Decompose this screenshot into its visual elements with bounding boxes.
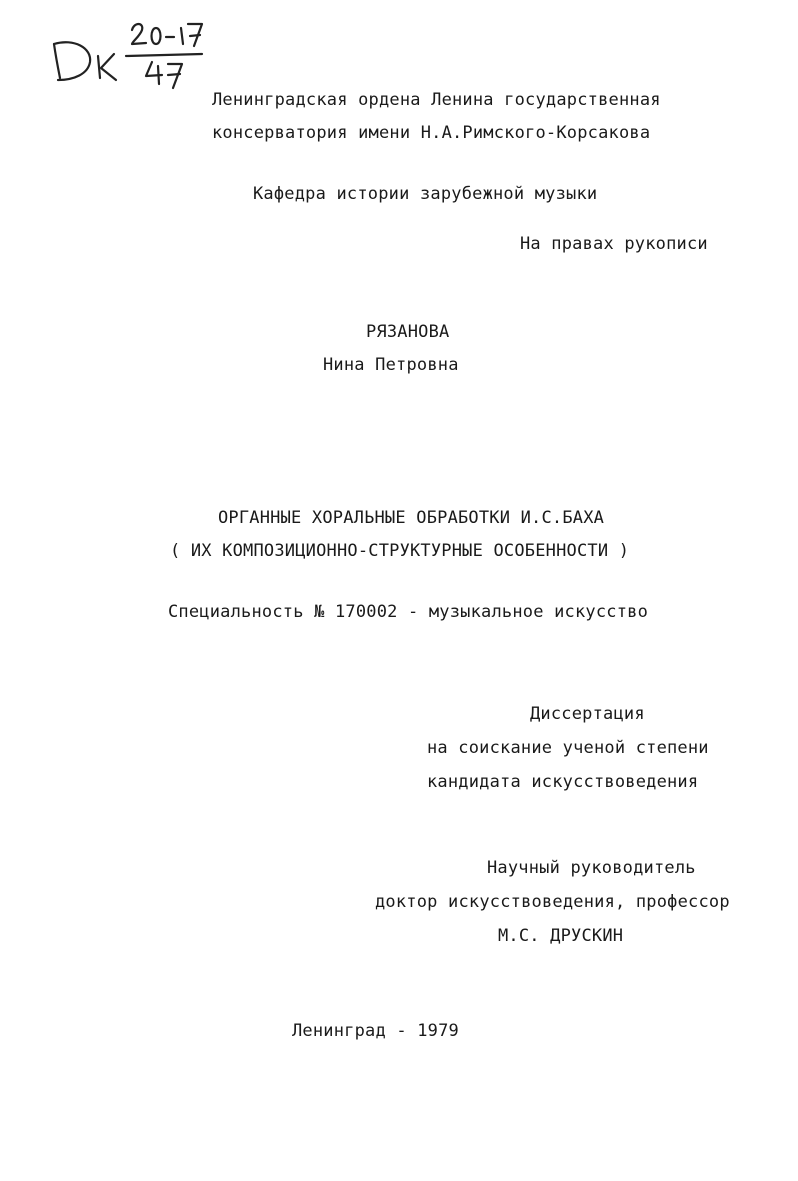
dissertation-line-1: Диссертация xyxy=(530,704,645,724)
department-line: Кафедра истории зарубежной музыки xyxy=(253,184,598,204)
dissertation-title-line-1: ОРГАННЫЕ ХОРАЛЬНЫЕ ОБРАБОТКИ И.С.БАХА xyxy=(218,508,605,528)
rights-note: На правах рукописи xyxy=(520,234,708,254)
dissertation-line-2: на соискание ученой степени xyxy=(427,738,709,758)
institution-line-2: консерватория имени Н.А.Римского-Корсакова xyxy=(212,123,651,143)
supervisor-line-2: доктор искусствоведения, профессор xyxy=(375,892,730,912)
supervisor-line-1: Научный руководитель xyxy=(487,858,696,878)
dissertation-line-3: кандидата искусствоведения xyxy=(427,772,699,792)
dissertation-title-line-2: ( ИХ КОМПОЗИЦИОННО-СТРУКТУРНЫЕ ОСОБЕННОСТИ ) xyxy=(170,541,630,561)
handwritten-mark xyxy=(40,8,220,98)
supervisor-name: М.С. ДРУСКИН xyxy=(498,926,624,946)
city-year: Ленинград - 1979 xyxy=(292,1021,459,1041)
specialty-line: Специальность № 170002 - музыкальное искусство xyxy=(168,602,649,622)
institution-line-1: Ленинградская ордена Ленина государственная xyxy=(212,90,661,110)
author-surname: РЯЗАНОВА xyxy=(366,322,450,342)
author-given-names: Нина Петровна xyxy=(323,355,459,375)
